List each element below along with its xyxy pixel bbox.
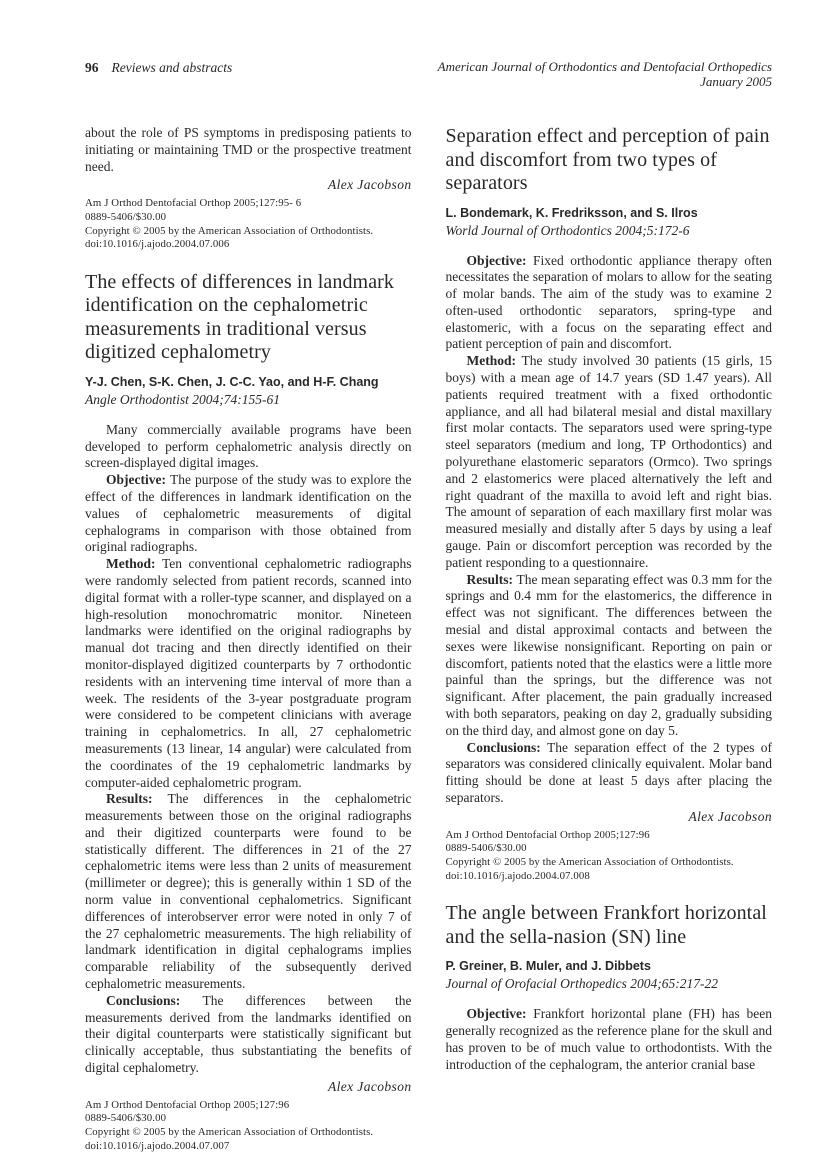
citation-block: [446, 829, 773, 883]
paragraph-label: Method:: [106, 556, 162, 572]
paragraph-label: Objective:: [466, 1006, 534, 1022]
citation-line: 0889-5406/$30.00: [445, 842, 527, 855]
paragraph-label: Results:: [466, 571, 517, 587]
right-column: [446, 125, 773, 1153]
citation-line: doi:10.1016/j.ajodo.2004.07.006: [85, 238, 230, 251]
article-title: The effects of differences in landmark identification on the cephalometric measurements in traditional versus digitized cephalometry: [85, 270, 395, 364]
journal-name: American Journal of Orthodontics and Dentofacial Orthopedics: [437, 59, 772, 74]
paragraph-label: Results:: [106, 791, 168, 807]
citation-line: doi:10.1016/j.ajodo.2004.07.007: [85, 1139, 230, 1152]
paragraph-label: Conclusions:: [466, 739, 548, 755]
paragraph-label: Conclusions:: [106, 992, 203, 1008]
abstract-paragraph: Objective: Frankfort horizontal plane (FH) has been generally recognized as the reference plane for the skull and has proven to be of much value to orthodontists. With the introduction of the cephalogram, the anterior cranial base: [445, 1006, 772, 1072]
paragraph-label: Objective:: [106, 472, 171, 488]
citation-line: 0889-5406/$30.00: [85, 1112, 167, 1125]
article-authors: Y-J. Chen, S-K. Chen, J. C-C. Yao, and H-F. Chang: [85, 374, 379, 389]
citation-line: 0889-5406/$30.00: [85, 210, 167, 223]
running-head-left: [85, 60, 232, 76]
citation-line: Am J Orthod Dentofacial Orthop 2005;127:96: [445, 828, 650, 841]
abstract-article: [85, 271, 412, 1153]
citation-line: Copyright © 2005 by the American Association of Orthodontists.: [85, 1126, 374, 1139]
citation-line: doi:10.1016/j.ajodo.2004.07.008: [445, 869, 590, 882]
abstract-article: [446, 125, 773, 883]
article-authors: L. Bondemark, K. Fredriksson, and S. Ilros: [445, 205, 698, 220]
citation-line: Am J Orthod Dentofacial Orthop 2005;127:95- 6: [85, 197, 302, 210]
citation-block: [85, 197, 412, 251]
abstract-paragraph: Objective: Fixed orthodontic appliance therapy often necessitates the separation of molars to allow for the seating of molar bands. The aim of the study was to examine 2 often-used orthodontic separators, spring-type and elastomeric, with a focus on the separating effect and patient perception of pain and discomfort.: [445, 252, 772, 352]
citation-line: Am J Orthod Dentofacial Orthop 2005;127:96: [85, 1098, 290, 1111]
article-source: Journal of Orofacial Orthopedics 2004;65:217-22: [445, 976, 718, 992]
article-source: Angle Orthodontist 2004;74:155-61: [85, 391, 280, 407]
abstract-paragraph: Many commercially available programs have been developed to perform cephalometric analysis directly on screen-displayed digital images.: [85, 421, 412, 471]
abstract-paragraph: Results: The differences in the cephalometric measurements between those on the original radiographs and their digitized counterparts were found to be statistically different. The differences in 21 of the 27 cephalometric items were less than 2 units of measurement (millimeter or degree); this is generally within 1 SD of the norm value in conventional cephalometrics. Significant differences of interobserver error were noted in only 7 of the 27 cephalometric measurements. The high reliability of landmark identification in digital cephalograms implies comparable reliability of the subsequently derived cephalometric measurements.: [85, 791, 412, 992]
continuation-paragraph: about the role of PS symptoms in predisposing patients to initiating or maintaining TMD or the prospective treatment need.: [85, 125, 412, 174]
paragraph-label: Method:: [466, 353, 522, 369]
article-source: World Journal of Orthodontics 2004;5:172-6: [445, 222, 690, 238]
issue-date: January 2005: [700, 73, 772, 89]
abstract-body: [446, 253, 773, 807]
page-number: 96: [85, 60, 99, 75]
abstract-paragraph: Conclusions: The separation effect of the 2 types of separators was considered clinically equivalent. Molar band fitting should be done at least 5 days after placing the separators.: [445, 739, 772, 805]
citation-line: Copyright © 2005 by the American Association of Orthodontists.: [445, 855, 734, 868]
citation-line: Copyright © 2005 by the American Association of Orthodontists.: [85, 224, 374, 237]
abstract-body: [446, 1006, 773, 1073]
reviewer-signature: Alex Jacobson: [327, 177, 412, 193]
left-column: [85, 125, 412, 1153]
abstract-paragraph: Method: The study involved 30 patients (15 girls, 15 boys) with a mean age of 14.7 years (SD 1.47 years). All patients required treatment with a fixed orthodontic appliance, and all had bilateral mesial and distal maxillary first molar contacts. The separators used were spring-type steel separators (medium and long, TP Orthodontics) and polyurethane elastomeric separators (Ormco). Two springs and 2 elastomerics were placed alternatively the left and right quadrant of the maxilla to avoid left and right bias. The amount of separation of each maxillary first molar was measured mesially and distally after 5 days by using a leaf gauge. Pain or discomfort perception was recorded by the patient responding to a questionnaire.: [445, 353, 772, 570]
article-title: The angle between Frankfort horizontal and the sella-nasion (SN) line: [445, 902, 767, 948]
reviewer-signature: Alex Jacobson: [688, 808, 772, 824]
article-authors: P. Greiner, B. Muler, and J. Dibbets: [445, 959, 651, 974]
abstract-paragraph: Method: Ten conventional cephalometric radiographs were randomly selected from patient records, scanned into digital format with a roller-type scanner, and displayed on a high-resolution monochromatric monitor. Nineteen landmarks were identified on the original radiographs by manual dot tracing and then directly identified on their monitor-displayed digitized counterparts by 7 orthodontic residents with an intervening time interval of more than a week. The residents of the 3-year postgraduate program were considered to be competent clinicians with average training in cephalometrics. In all, 27 cephalometric measurements (13 linear, 14 angular) were calculated from the coordinates of the 19 cephalometric landmarks by computer-aided cephalometric program.: [85, 556, 412, 790]
two-column-layout: [85, 125, 772, 1153]
article-title: Separation effect and perception of pain and discomfort from two types of separators: [445, 125, 770, 194]
abstract-paragraph: Conclusions: The differences between the measurements derived from the landmarks identified on their digital counterparts were statistically significant but clinically acceptable, thus substantiating the benefits of digital cephalometry.: [85, 992, 412, 1076]
abstract-paragraph: Results: The mean separating effect was 0.3 mm for the springs and 0.4 mm for the elastomerics, the difference in effect was not significant. The differences between the mesial and distal approximal contacts and between the sexes were likewise nonsignificant. Reporting on pain or discomfort, patients noted that the elastics were a little more painful than the springs, but the difference was not significant. After placement, the pain gradually increased with both separators, peaking on day 2, gradually subsiding on the third day, and almost gone on day 5.: [445, 571, 773, 738]
citation-block: [85, 1099, 412, 1153]
section-title: Reviews and abstracts: [111, 60, 233, 75]
reviewer-signature: Alex Jacobson: [327, 1078, 412, 1094]
abstract-body: [85, 422, 412, 1077]
paragraph-label: Objective:: [466, 252, 533, 268]
running-head: [85, 60, 772, 89]
running-head-right: [438, 60, 772, 89]
abstract-article: [446, 902, 773, 1073]
abstract-paragraph: Objective: The purpose of the study was to explore the effect of the differences in landmark identification on the values of cephalometric measurements of digital cephalograms in comparison with those obtained from original radiographs.: [85, 472, 412, 555]
